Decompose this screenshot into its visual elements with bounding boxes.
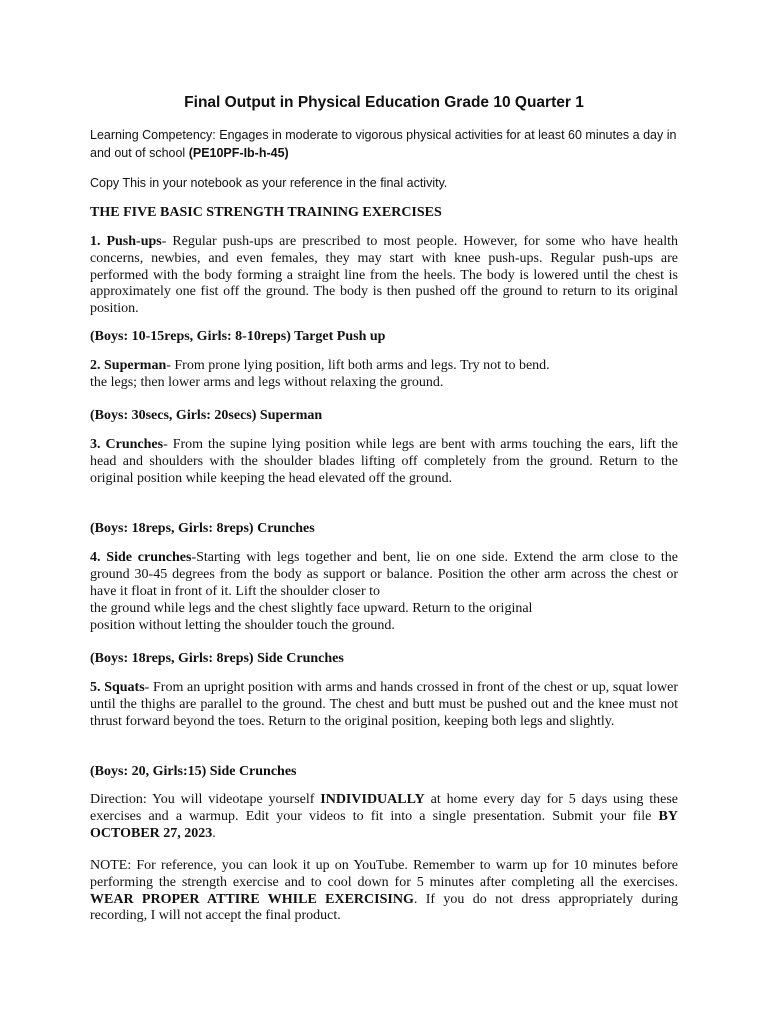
exercise-side-crunches-continued bbox=[90, 601, 678, 635]
target-side-crunches: (Boys: 18reps, Girls: 8reps) Side Crunches bbox=[90, 651, 344, 666]
exercise-description-line: position without letting the shoulder touch the ground. bbox=[90, 617, 395, 633]
target-squats: (Boys: 20, Girls:15) Side Crunches bbox=[90, 764, 297, 779]
exercise-label: 5. Squats bbox=[90, 680, 145, 695]
direction-text: . bbox=[212, 825, 216, 841]
direction-paragraph bbox=[90, 792, 678, 842]
exercise-pushups bbox=[90, 234, 678, 318]
exercise-description: - From prone lying position, lift both arms and legs. Try not to bend. bbox=[166, 358, 550, 373]
exercise-description: - From an upright position with arms and hands crossed in front of the chest or up, squat lower until the thighs are parallel to the ground. The chest and butt must be pushed out and the knee must not thrust forward beyond the toes. Return to the original position, keeping both legs and slightly. bbox=[90, 680, 678, 729]
learning-competency bbox=[90, 126, 678, 162]
document-title: Final Output in Physical Education Grade 10 Quarter 1 bbox=[184, 94, 584, 111]
note-emphasis: WEAR PROPER ATTIRE WHILE EXERCISING bbox=[90, 891, 414, 907]
note-text: . If you do not dress appropriately during recording, I will not accept the final product. bbox=[90, 891, 678, 924]
deadline: BY OCTOBER 27, 2023 bbox=[90, 808, 678, 841]
competency-code: (PE10PF-Ib-h-45) bbox=[188, 146, 289, 160]
exercise-label: 3. Crunches bbox=[90, 437, 164, 452]
note-text: NOTE: For reference, you can look it up on YouTube. Remember to warm up for 10 minutes before performing the strength exercise and to cool down for 5 minutes after completing all the exercises. bbox=[90, 858, 678, 890]
direction-text: at home every day for 5 days using these exercises and a warmup. Edit your videos to fit into a single presentation. Submit your file bbox=[90, 792, 678, 824]
exercise-label: 4. Side crunches bbox=[90, 550, 192, 565]
exercise-crunches bbox=[90, 437, 678, 487]
exercise-description: -Starting with legs together and bent, lie on one side. Extend the arm close to the ground 30-45 degrees from the body as support or balance. Position the other arm across the chest or have it float in front of it. Lift the shoulder closer to bbox=[90, 550, 678, 599]
competency-text: Learning Competency: Engages in moderate to vigorous physical activities for at least 60 minutes a day in and out of school bbox=[90, 128, 677, 160]
target-pushups: (Boys: 10-15reps, Girls: 8-10reps) Target Push up bbox=[90, 329, 386, 344]
exercise-side-crunches bbox=[90, 550, 678, 600]
exercise-description: - From the supine lying position while legs are bent with arms touching the ears, lift the head and shoulders with the shoulder blades lifting off completely from the ground. Return to the original position while keeping the head elevated off the ground. bbox=[90, 437, 679, 486]
exercise-squats bbox=[90, 680, 678, 730]
exercise-description: - Regular push-ups are prescribed to most people. However, for some who have health concerns, newbies, and even females, they may start with knee push-ups. Regular push-ups are performed with the body forming a straight line from the heels. The body is lowered until the chest is approximately one fist off the ground. The body is then pushed off the ground to return to its original position. bbox=[90, 234, 678, 317]
exercise-description-continued: the legs; then lower arms and legs without relaxing the ground. bbox=[90, 374, 444, 390]
direction-text: Direction: You will videotape yourself bbox=[90, 792, 321, 807]
exercise-label: 1. Push-ups bbox=[90, 234, 162, 249]
target-crunches: (Boys: 18reps, Girls: 8reps) Crunches bbox=[90, 521, 315, 536]
note-paragraph bbox=[90, 858, 678, 925]
direction-emphasis: INDIVIDUALLY bbox=[320, 792, 425, 807]
section-heading: THE FIVE BASIC STRENGTH TRAINING EXERCISES bbox=[90, 205, 442, 220]
copy-instruction: Copy This in your notebook as your reference in the final activity. bbox=[90, 176, 448, 190]
exercise-label: 2. Superman bbox=[90, 358, 167, 373]
exercise-description-line: the ground while legs and the chest slightly face upward. Return to the original bbox=[90, 601, 533, 616]
target-superman: (Boys: 30secs, Girls: 20secs) Superman bbox=[90, 408, 323, 423]
exercise-superman bbox=[90, 358, 678, 392]
